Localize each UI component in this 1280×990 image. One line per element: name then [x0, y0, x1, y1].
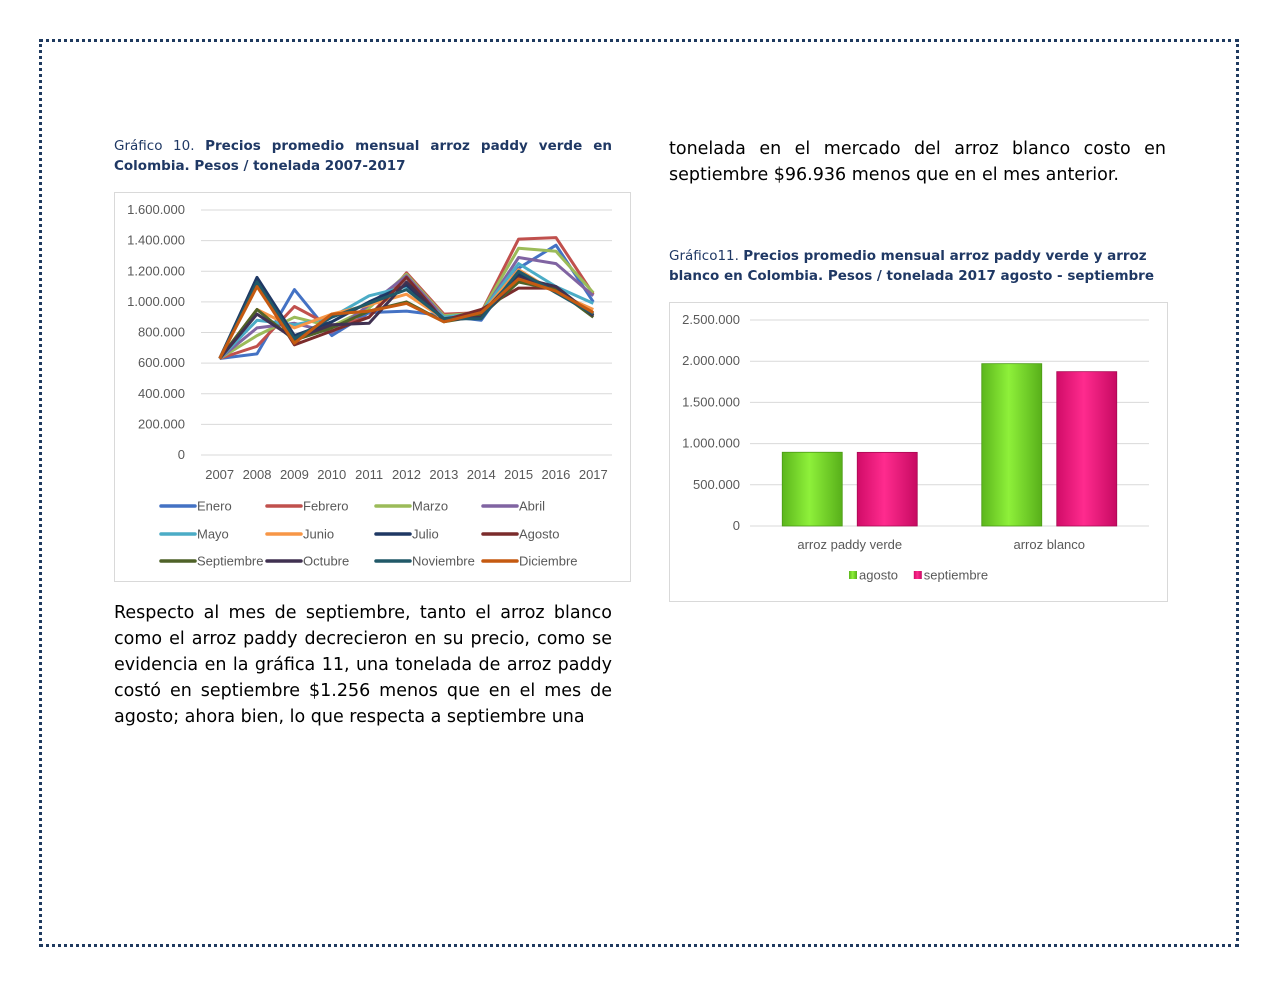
legend-label: Junio — [303, 526, 335, 542]
y-tick-label: 1.000.000 — [127, 293, 185, 309]
x-tick-label: 2017 — [578, 467, 608, 482]
line-chart — [115, 193, 630, 581]
y-tick-label: 1.500.000 — [682, 394, 740, 410]
y-tick-label: 1.200.000 — [127, 263, 185, 279]
legend-swatch — [914, 571, 922, 579]
y-tick-label: 1.000.000 — [682, 435, 740, 451]
chart10-caption-title: Precios promedio mensual arroz paddy verde en Colombia. Pesos / tonelada 2007-2017 — [114, 138, 613, 174]
y-tick-label: 0 — [732, 518, 740, 533]
legend-label: agosto — [859, 567, 899, 583]
legend-label: Octubre — [303, 553, 350, 569]
chart11-caption-prefix: Gráfico11. — [669, 248, 739, 264]
x-tick-label: 2010 — [317, 467, 347, 482]
x-tick-label: 2012 — [392, 467, 421, 482]
bar-agosto-1 — [982, 364, 1042, 526]
chart10-caption — [114, 136, 612, 176]
y-tick-label: 2.000.000 — [682, 353, 740, 369]
bar-septiembre-0 — [857, 452, 917, 526]
legend-label: septiembre — [923, 567, 989, 583]
y-tick-label: 1.400.000 — [127, 232, 185, 248]
y-tick-label: 1.600.000 — [127, 202, 185, 217]
legend-label: Noviembre — [412, 553, 475, 569]
y-tick-label: 800.000 — [138, 324, 185, 340]
x-tick-label: 2013 — [429, 467, 459, 482]
chart10-caption-prefix: Gráfico 10. — [114, 138, 195, 154]
bar-chart-container — [669, 302, 1168, 602]
left-paragraph: Respecto al mes de septiembre, tanto el arroz blanco como el arroz paddy decrecieron en su precio, como se evidencia en la gráfica 11, una tonelada de arroz paddy costó en septiembre $1.256 menos que en el mes de agosto; ahora bien, lo que respecta a septiembre una — [114, 603, 612, 727]
chart11-caption-title: Precios promedio mensual arroz paddy verde y arroz blanco en Colombia. Pesos / tonelada 2017 agosto - septiembre — [669, 248, 1154, 284]
legend-label: Mayo — [197, 526, 229, 542]
bar-septiembre-1 — [1057, 372, 1117, 526]
legend-label: Agosto — [519, 526, 560, 542]
y-tick-label: 200.000 — [138, 416, 185, 432]
right-paragraph: tonelada en el mercado del arroz blanco costo en septiembre $96.936 menos que en el mes anterior. — [669, 139, 1166, 185]
y-tick-label: 0 — [177, 447, 185, 462]
y-tick-label: 500.000 — [693, 476, 740, 492]
legend-label: Septiembre — [197, 553, 264, 569]
y-tick-label: 600.000 — [138, 355, 185, 371]
x-category-label: arroz blanco — [1013, 537, 1086, 552]
legend-label: Enero — [197, 498, 232, 514]
bar-agosto-0 — [782, 452, 842, 526]
x-tick-label: 2008 — [242, 467, 272, 482]
x-tick-label: 2011 — [355, 467, 384, 482]
x-tick-label: 2016 — [541, 467, 571, 482]
legend-label: Diciembre — [519, 553, 578, 569]
legend-label: Abril — [519, 498, 546, 514]
legend-label: Febrero — [303, 498, 349, 514]
x-tick-label: 2014 — [466, 467, 496, 482]
y-tick-label: 2.500.000 — [682, 312, 740, 327]
bar-chart — [670, 303, 1167, 601]
legend-swatch — [849, 571, 857, 579]
x-tick-label: 2007 — [205, 467, 235, 482]
x-tick-label: 2015 — [504, 467, 534, 482]
legend-label: Marzo — [412, 498, 449, 514]
y-tick-label: 400.000 — [138, 385, 185, 401]
x-tick-label: 2009 — [279, 467, 309, 482]
legend-label: Julio — [412, 526, 439, 542]
x-category-label: arroz paddy verde — [797, 537, 903, 552]
line-chart-container — [114, 192, 631, 582]
chart11-caption — [669, 246, 1166, 286]
